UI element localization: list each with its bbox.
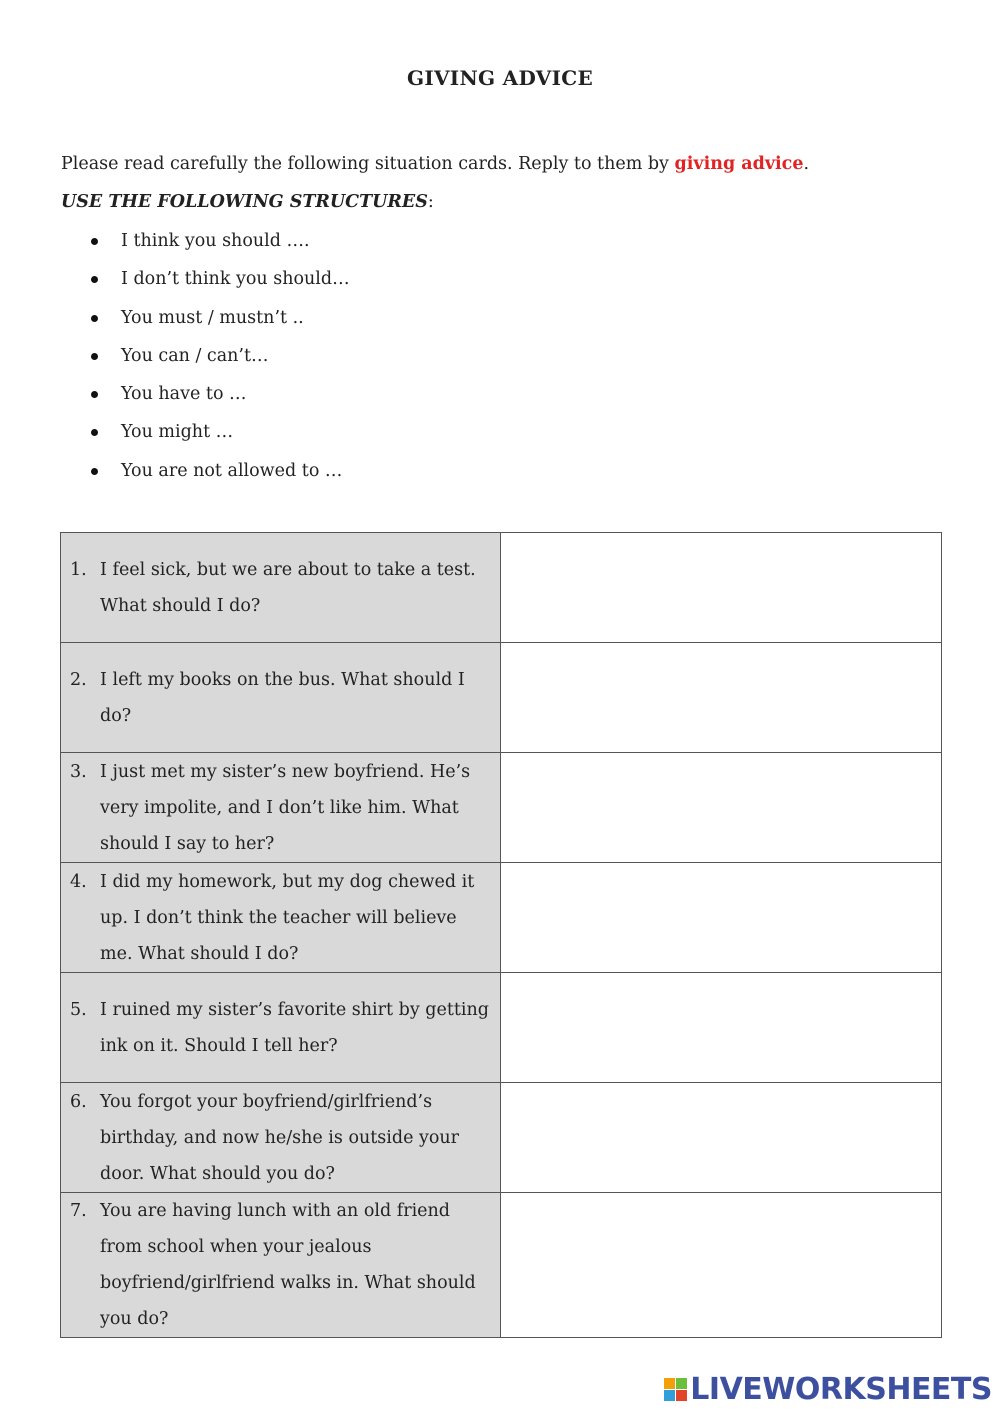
structure-text: You can / can’t…	[121, 345, 269, 366]
answer-cell	[501, 1193, 942, 1338]
card-row	[61, 1083, 942, 1193]
logo-mark-square	[664, 1378, 675, 1389]
situation-card	[61, 1083, 501, 1193]
card-text: I did my homework, but my dog chewed it up. I don’t think the teacher will believe me. What should I do?	[100, 871, 475, 964]
answer-field-2[interactable]	[501, 643, 941, 748]
bullet-icon	[91, 276, 98, 283]
card-number: 2.	[70, 669, 87, 690]
structures-list	[61, 222, 350, 490]
situation-card	[61, 1193, 501, 1338]
card-row	[61, 643, 942, 753]
instructions-highlight: giving advice	[674, 154, 804, 174]
card-text: You are having lunch with an old friend from school when your jealous boyfriend/girlfriend walks in. What should you do?	[100, 1201, 476, 1329]
card-text: I feel sick, but we are about to take a test. What should I do?	[100, 559, 476, 616]
card-row	[61, 753, 942, 863]
card-number: 7.	[70, 1201, 87, 1221]
bullet-icon	[91, 353, 98, 360]
structure-text: You must / mustn’t ..	[121, 307, 304, 328]
structure-item	[61, 299, 350, 337]
answer-field-7[interactable]	[501, 1211, 941, 1316]
instructions-end: .	[803, 154, 810, 174]
card-text: I just met my sister’s new boyfriend. He’s very impolite, and I don’t like him. What should I say to her?	[100, 761, 471, 854]
bullet-icon	[91, 315, 98, 322]
card-row	[61, 863, 942, 973]
situation-card	[61, 533, 501, 643]
structure-text: I think you should ….	[121, 231, 310, 251]
structure-text: You might …	[121, 422, 234, 443]
structure-item	[61, 413, 350, 451]
answer-field-3[interactable]	[501, 753, 941, 858]
bullet-icon	[91, 429, 98, 436]
bullet-icon	[91, 391, 98, 398]
card-row	[61, 1193, 942, 1338]
answer-cell	[501, 753, 942, 863]
structure-item	[61, 222, 350, 260]
structure-text: You are not allowed to …	[121, 460, 343, 481]
structure-text: You have to …	[121, 384, 247, 405]
logo-mark-square	[676, 1378, 687, 1389]
structures-heading-text: USE THE FOLLOWING STRUCTURES	[61, 192, 428, 212]
card-text: I left my books on the bus. What should I do?	[100, 669, 465, 726]
answer-cell	[501, 863, 942, 973]
logo-mark-icon	[664, 1378, 687, 1401]
answer-cell	[501, 973, 942, 1083]
logo-text: LIVEWORKSHEETS	[690, 1372, 992, 1407]
card-row	[61, 533, 942, 643]
answer-cell	[501, 643, 942, 753]
card-number: 6.	[70, 1091, 87, 1112]
bullet-icon	[91, 468, 98, 475]
card-number: 3.	[70, 761, 87, 782]
page-title: GIVING ADVICE	[406, 66, 594, 90]
logo-mark-square	[676, 1390, 687, 1401]
structure-text: I don’t think you should…	[121, 269, 350, 290]
structures-heading	[61, 192, 434, 212]
situation-card	[61, 863, 501, 973]
situation-card	[61, 753, 501, 863]
logo-mark-square	[664, 1390, 675, 1401]
structure-item	[61, 260, 350, 298]
answer-field-4[interactable]	[501, 863, 941, 968]
situation-card	[61, 973, 501, 1083]
structure-item	[61, 452, 350, 490]
answer-field-6[interactable]	[501, 1083, 941, 1188]
answer-cell	[501, 1083, 942, 1193]
answer-cell	[501, 533, 942, 643]
card-text: You forgot your boyfriend/girlfriend’s birthday, and now he/she is outside your door. What should you do?	[100, 1091, 460, 1184]
situation-card	[61, 643, 501, 753]
card-number: 4.	[70, 871, 87, 892]
instructions-text: Please read carefully the following situation cards. Reply to them by	[61, 154, 669, 174]
structure-item	[61, 337, 350, 375]
liveworksheets-logo	[664, 1372, 992, 1407]
situation-cards-table	[60, 532, 942, 1338]
card-number: 5.	[70, 999, 87, 1020]
answer-field-5[interactable]	[501, 973, 941, 1078]
card-row	[61, 973, 942, 1083]
structures-heading-colon: :	[427, 192, 434, 212]
instructions	[61, 154, 809, 174]
card-number: 1.	[70, 559, 87, 580]
card-text: I ruined my sister’s favorite shirt by getting ink on it. Should I tell her?	[100, 999, 489, 1056]
answer-field-1[interactable]	[501, 533, 941, 638]
structure-item	[61, 375, 350, 413]
bullet-icon	[91, 238, 98, 245]
